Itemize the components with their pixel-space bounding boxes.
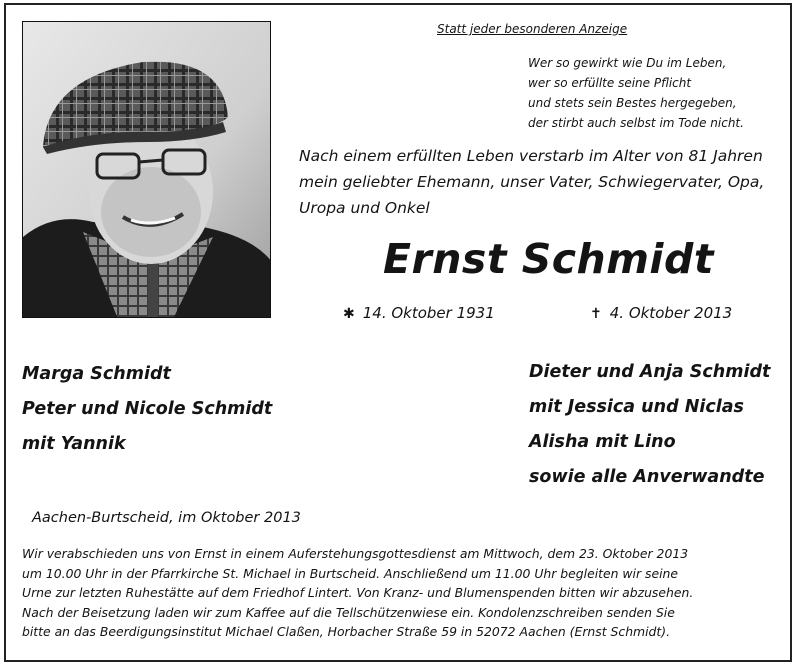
funeral-line: Urne zur letzten Ruhestätte auf dem Friedhof Lintert. Von Kranz- und Blumenspenden bitten wir abzusehen. — [22, 585, 694, 600]
mourners-right — [529, 355, 770, 495]
funeral-line: um 10.00 Uhr in der Pfarrkirche St. Michael in Burtscheid. Anschließend um 11.00 Uhr begleiten wir seine — [22, 565, 679, 581]
deceased-name: Ernst Schmidt — [383, 235, 714, 283]
mourner-line: Dieter und Anja Schmidt — [529, 362, 771, 382]
mourner-line: mit Jessica und Niclas — [529, 397, 744, 417]
poem-block — [528, 53, 744, 133]
poem-line: wer so erfüllte seine Pflicht — [528, 76, 692, 90]
mourner-line: Alisha mit Lino — [529, 432, 676, 452]
death-cross-icon: ✝ — [590, 306, 602, 322]
intro-line: mein geliebter Ehemann, unser Vater, Schwiegervater, Opa, — [299, 173, 765, 191]
mourner-line: sowie alle Anverwandte — [529, 467, 765, 487]
funeral-line: Nach der Beisetzung laden wir zum Kaffee auf die Tellschützenwiese ein. Kondolenzschreiben senden Sie — [22, 604, 675, 620]
birth-date — [343, 304, 495, 322]
poem-line: und stets sein Bestes hergegeben, — [528, 96, 737, 110]
death-date — [590, 304, 732, 322]
mourner-line: Marga Schmidt — [22, 364, 171, 384]
funeral-line: Wir verabschieden uns von Ernst in einem Auferstehungsgottesdienst am Mittwoch, dem 23. Oktober 2013 — [22, 546, 689, 561]
funeral-details — [22, 544, 780, 642]
poem-line: Wer so gewirkt wie Du im Leben, — [528, 56, 727, 70]
intro-text — [299, 143, 764, 221]
mourner-line: mit Yannik — [22, 434, 126, 454]
header-note: Statt jeder besonderen Anzeige — [437, 22, 628, 36]
poem-line: der stirbt auch selbst im Tode nicht. — [528, 116, 744, 130]
mourner-line: Peter und Nicole Schmidt — [22, 399, 273, 419]
intro-line: Nach einem erfüllten Leben verstarb im Alter von 81 Jahren — [299, 147, 763, 165]
intro-line: Uropa und Onkel — [299, 199, 430, 217]
birth-star-icon: ✱ — [343, 306, 355, 322]
portrait-photo — [22, 21, 271, 318]
funeral-line: bitte an das Beerdigungsinstitut Michael Claßen, Horbacher Straße 59 in 52072 Aachen (Ernst Schmidt). — [22, 624, 671, 639]
mourners-left — [22, 357, 272, 462]
place-and-date: Aachen-Burtscheid, im Oktober 2013 — [32, 510, 301, 526]
birth-date-text: 14. Oktober 1931 — [362, 304, 495, 322]
death-date-text: 4. Oktober 2013 — [609, 304, 733, 322]
